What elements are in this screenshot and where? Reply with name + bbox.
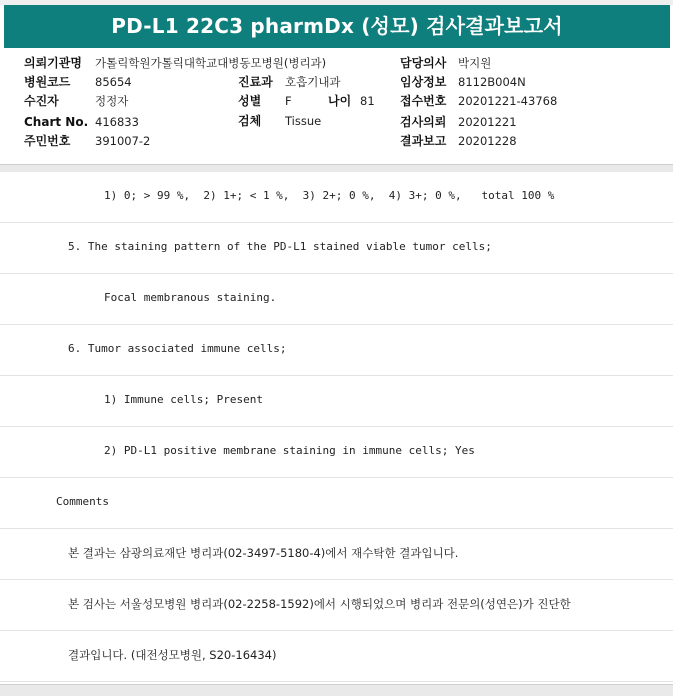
accession-number-value: 20201221-43768 (458, 94, 558, 108)
bottom-strip (0, 684, 673, 696)
specimen-value: Tissue (285, 114, 322, 128)
immune-membrane-staining-text: 2) PD-L1 positive membrane staining in immune cells; Yes (104, 444, 475, 457)
accession-number-label: 접수번호 (400, 94, 447, 108)
report-title: PD-L1 22C3 pharmDx (성모) 검사결과보고서 (4, 5, 670, 48)
hospital-code-value: 85654 (95, 75, 132, 89)
result-line (0, 376, 673, 427)
staining-pattern-heading: 5. The staining pattern of the PD-L1 stained viable tumor cells; (68, 240, 492, 253)
result-line (0, 529, 673, 580)
request-date-value: 20201221 (458, 115, 517, 129)
department-label: 진료과 (238, 75, 273, 89)
clinical-info-label: 임상정보 (400, 75, 447, 89)
result-line (0, 580, 673, 631)
comment-line-1: 본 결과는 삼광의료재단 병리과(02-3497-5180-4)에서 재수탁한 결과입니다. (68, 546, 459, 560)
specimen-label: 검체 (238, 114, 262, 128)
sex-value: F (285, 94, 292, 108)
chart-no-label: Chart No. (24, 115, 89, 129)
resident-number-label: 주민번호 (24, 134, 71, 148)
age-label: 나이 (328, 94, 352, 108)
immune-cells-present-text: 1) Immune cells; Present (104, 393, 263, 406)
result-line (0, 427, 673, 478)
clinical-info-value: 8112B004N (458, 75, 526, 89)
chart-no-value: 416833 (95, 115, 139, 129)
result-line (0, 631, 673, 682)
comment-line-3: 결과입니다. (대전성모병원, S20-16434) (68, 648, 277, 662)
report-date-value: 20201228 (458, 134, 517, 148)
staining-distribution-text: 1) 0; > 99 %, 2) 1+; < 1 %, 3) 2+; 0 %, 4) 3+; 0 %, total 100 % (104, 189, 555, 202)
sex-label: 성별 (238, 94, 262, 108)
attending-doctor-value: 박지원 (458, 56, 492, 70)
result-line (0, 223, 673, 274)
comment-line-2: 본 검사는 서울성모병원 병리과(02-2258-1592)에서 시행되었으며 병리과 전문의(성연은)가 진단한 (68, 597, 571, 611)
comments-heading: Comments (56, 495, 109, 508)
result-line (0, 478, 673, 529)
patient-info-panel (4, 48, 670, 164)
patient-name-label: 수진자 (24, 94, 59, 108)
attending-doctor-label: 담당의사 (400, 56, 447, 70)
patient-name-value: 정정자 (95, 94, 129, 108)
resident-number-value: 391007-2 (95, 134, 151, 148)
request-date-label: 검사의뢰 (400, 115, 447, 129)
result-line (0, 325, 673, 376)
hospital-code-label: 병원코드 (24, 75, 71, 89)
department-value: 호흡기내과 (285, 75, 341, 89)
age-value: 81 (360, 94, 375, 108)
staining-pattern-text: Focal membranous staining. (104, 291, 277, 304)
referring-institution-label: 의뢰기관명 (24, 56, 82, 70)
referring-institution-value: 가톨릭학원가톨릭대학교대병동모병원(병리과) (95, 56, 327, 70)
report-date-label: 결과보고 (400, 134, 447, 148)
report-body (0, 172, 673, 684)
immune-cells-heading: 6. Tumor associated immune cells; (68, 342, 287, 355)
result-line (0, 172, 673, 223)
result-line (0, 274, 673, 325)
